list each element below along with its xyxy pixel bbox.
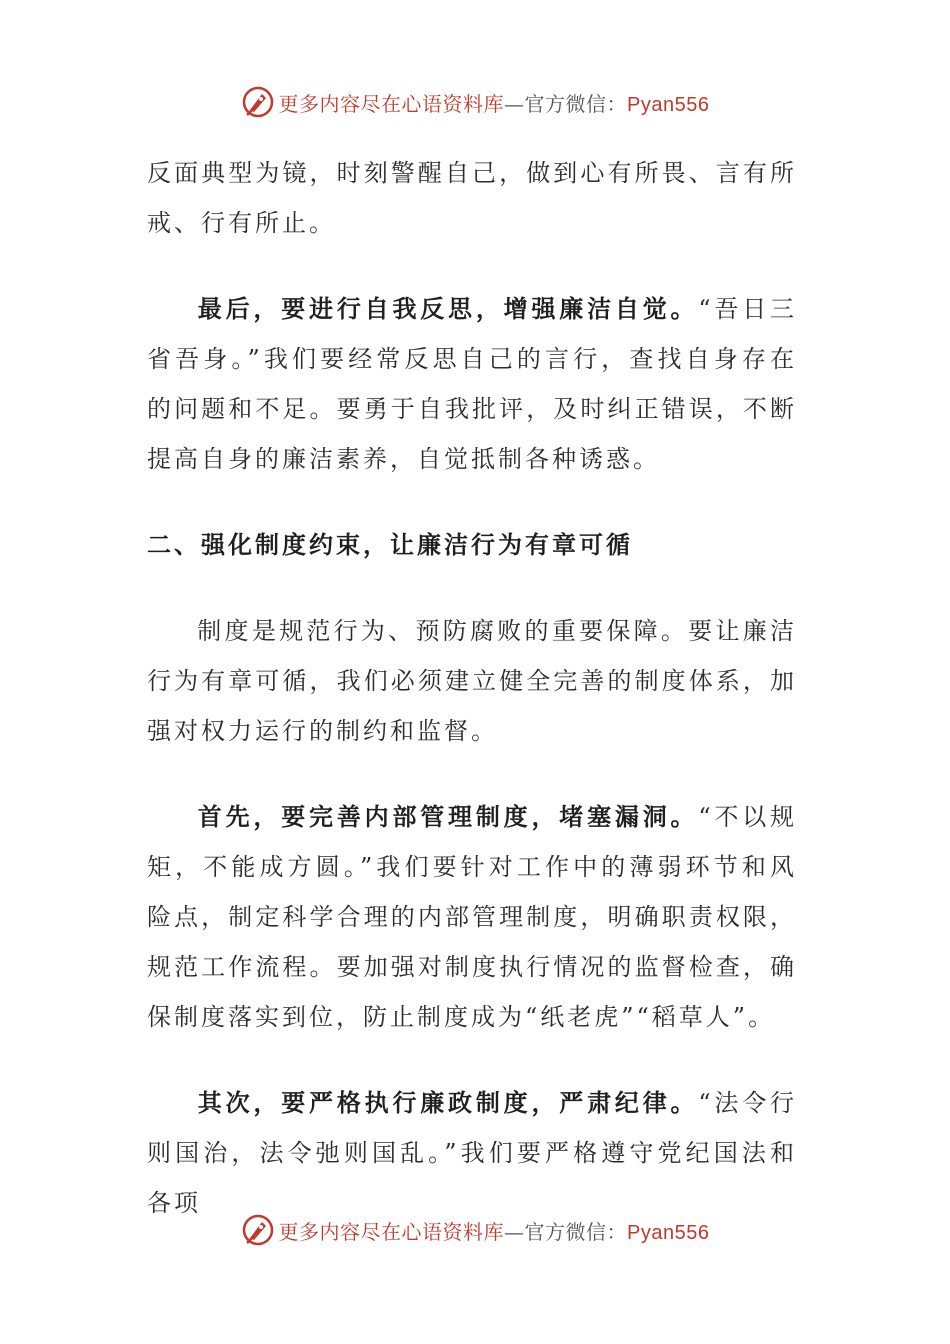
footer-text: [279, 1216, 710, 1245]
header-site-name: 更多内容尽在心语资料库: [278, 91, 505, 116]
paragraph-3: [147, 606, 797, 756]
footer-site-name: 更多内容尽在心语资料库: [278, 1219, 505, 1244]
paragraph-3-text: 制度是规范行为、预防腐败的重要保障。要让廉洁行为有章可循，我们必须建立健全完善的制度体系，加强对权力运行的制约和监督。: [147, 617, 797, 745]
pen-nib-circle-icon: [241, 1213, 275, 1247]
header-text: [279, 88, 710, 117]
footer-wechat-id: Pyan556: [627, 1221, 710, 1244]
paragraph-5: [147, 1078, 797, 1228]
section-heading-2: [147, 520, 797, 570]
paragraph-2-lead: 最后，要进行自我反思，增强廉洁自觉。: [197, 294, 699, 323]
header-wechat-label: 官方微信：: [524, 91, 628, 116]
footer-separator: —: [504, 1219, 525, 1244]
footer-wechat-label: 官方微信：: [524, 1219, 628, 1244]
section-heading-2-text: 二、强化制度约束，让廉洁行为有章可循: [147, 530, 633, 559]
paragraph-1: [147, 148, 797, 248]
paragraph-4-text: “不以规矩，不能成方圆。”我们要针对工作中的薄弱环节和风险点，制定科学合理的内部管理制度，明确职责权限，规范工作流程。要加强对制度执行情况的监督检查，确保制度落实到位，防止制度成为“纸老虎”“稻草人”。: [147, 803, 797, 1031]
paragraph-5-text: “法令行则国治，法令弛则国乱。”我们要严格遵守党纪国法和各项: [147, 1089, 797, 1217]
paragraph-4: [147, 792, 797, 1042]
paragraph-1-text: 反面典型为镜，时刻警醒自己，做到心有所畏、言有所戒、行有所止。: [147, 159, 797, 237]
paragraph-5-lead: 其次，要严格执行廉政制度，严肃纪律。: [197, 1088, 699, 1117]
pen-nib-circle-icon: [241, 85, 275, 119]
header-wechat-id: Pyan556: [627, 93, 710, 116]
paragraph-2: [147, 284, 797, 484]
footer-banner: [0, 1210, 950, 1250]
paragraph-2-text: “吾日三省吾身。”我们要经常反思自己的言行，查找自身存在的问题和不足。要勇于自我批评，及时纠正错误，不断提高自身的廉洁素养，自觉抵制各种诱惑。: [147, 295, 797, 473]
paragraph-4-lead: 首先，要完善内部管理制度，堵塞漏洞。: [197, 802, 699, 831]
document-body: [147, 148, 797, 1264]
header-separator: —: [504, 91, 525, 116]
header-banner: [0, 82, 950, 122]
